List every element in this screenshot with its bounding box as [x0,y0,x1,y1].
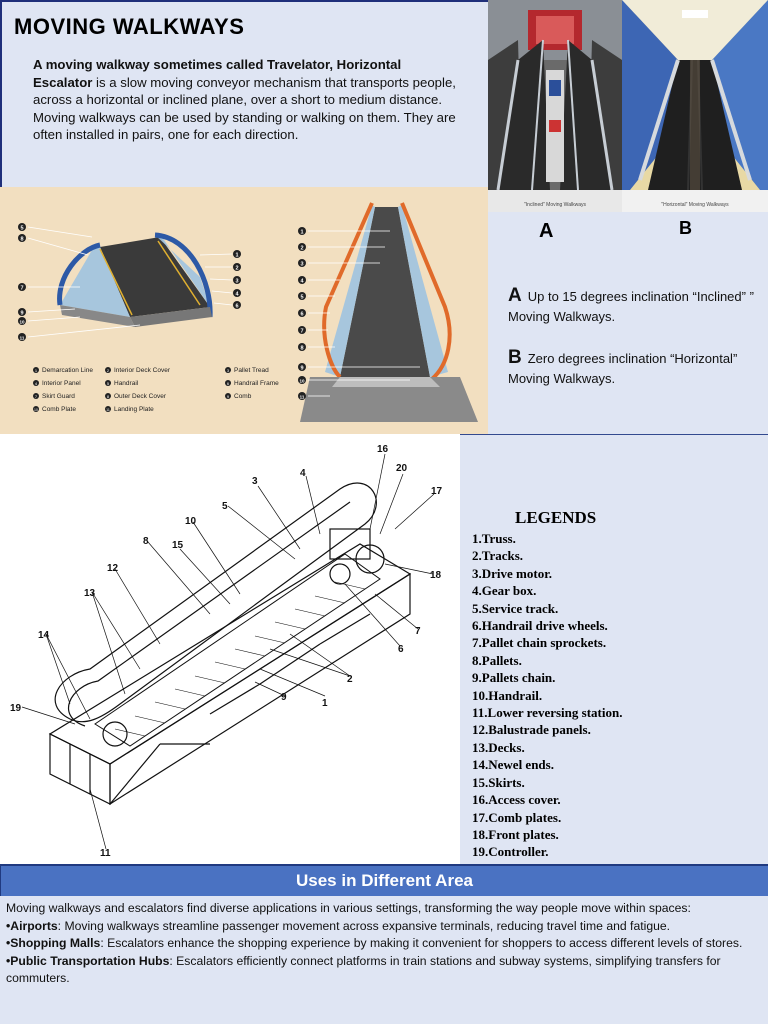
diagram-callout-7: 7 [415,626,421,637]
key-item-4 [33,380,81,387]
uses-body [0,896,768,1024]
left-callouts [18,223,26,341]
diagram-callout-9: 9 [281,692,287,703]
svg-text:7: 7 [34,394,38,399]
diagram-callout-13: 13 [84,588,96,599]
callout-left-1: 5 [20,225,24,232]
diagram-callout-14: 14 [38,630,50,641]
legend-item: 1.Truss. [472,531,516,546]
legend-item: 5.Service track. [472,600,559,616]
svg-text:Skirt Guard: Skirt Guard [42,393,75,400]
callout-right-2: 2 [300,245,304,252]
svg-text:Interior Panel: Interior Panel [42,380,81,387]
legend-panel [460,434,768,864]
legend-item: 10.Handrail. [472,687,543,703]
type-b-description [508,348,763,389]
callout-right-9: 9 [300,365,304,372]
callout-mid-3: 3 [235,278,239,285]
svg-text:Outer Deck Cover: Outer Deck Cover [114,393,167,400]
key-item-9 [225,393,252,400]
diagram-callout-12: 12 [107,563,119,574]
svg-text:4: 4 [34,381,38,386]
legend-item: 6.Handrail drive wheels. [472,618,608,634]
legend-item: 8.Pallets. [472,652,522,668]
callout-right-1: 1 [300,229,304,236]
svg-text:Handrail: Handrail [114,380,139,387]
legend-item: 9.Pallets chain. [472,670,556,686]
label-a: A [539,220,554,242]
inclined-walkway-drawing [300,203,478,422]
callout-right-11: 11 [299,394,305,400]
callout-mid-4: 4 [235,291,239,298]
callout-mid-2: 2 [235,265,239,272]
type-a-marker: A [508,285,522,306]
type-b-text: Zero degrees inclination “Horizontal” Moving Walkways. [508,351,738,386]
callout-right-7: 7 [300,328,304,335]
svg-text:9: 9 [226,394,230,399]
legend-item: 18.Front plates. [472,826,559,842]
svg-text:6: 6 [226,381,230,386]
uses-item-transport-hubs: •Public Transportation Hubs: Escalators efficiently connect platforms in train stations and subway systems, simplifying transfers for commuters. [6,953,721,985]
right-callouts [298,227,306,400]
diagram-callout-8: 8 [143,536,149,547]
legend-item: 7.Pallet chain sprockets. [472,635,607,651]
parts-key [33,367,279,413]
svg-text:Handrail Frame: Handrail Frame [234,380,279,387]
key-item-2 [105,367,171,374]
callout-left-3: 7 [20,285,24,292]
legend-list [472,530,622,861]
legend-item: 12.Balustrade panels. [472,722,591,738]
diagram-callout-2: 2 [347,674,353,685]
callout-left-4: 9 [20,310,24,317]
uses-header-bar [0,864,768,896]
type-b-marker: B [508,347,522,368]
legend-item: 16.Access cover. [472,792,561,808]
horizontal-walkway-drawing [60,235,212,327]
intro-panel [0,0,488,187]
legend-item: 17.Comb plates. [472,809,562,825]
svg-text:11: 11 [106,408,110,412]
legend-item: 11.Lower reversing station. [472,705,623,721]
svg-text:2: 2 [106,368,110,373]
key-item-6 [225,380,279,387]
callout-right-4: 4 [300,278,304,285]
diagram-callout-18: 18 [430,570,442,581]
legend-item: 3.Drive motor. [472,565,553,581]
svg-text:8: 8 [106,394,110,399]
key-item-3 [225,367,269,374]
diagram-callout-4: 4 [300,468,306,479]
svg-text:Interior Deck Cover: Interior Deck Cover [114,367,170,374]
diagram-callouts [10,444,443,859]
callout-left-5: 10 [19,319,25,325]
middle-callouts [233,250,241,310]
legend-item: 4.Gear box. [472,583,537,599]
diagram-callout-19: 19 [10,703,22,714]
callout-right-10: 10 [299,378,305,384]
svg-text:1: 1 [34,368,38,373]
photo-horizontal-walkway [622,0,768,212]
legend-item: 19.Controller. [472,844,549,860]
legend-item: 15.Skirts. [472,774,525,790]
svg-text:3: 3 [226,368,230,373]
photo-inclined-walkway [488,0,622,212]
svg-text:Pallet Tread: Pallet Tread [234,367,269,374]
diagram-callout-1: 1 [322,698,328,709]
legend-item: 13.Decks. [472,739,525,755]
photo-b-caption: "Horizontal" Moving Walkways [661,202,729,208]
diagram-callout-20: 20 [396,463,408,474]
key-item-11 [105,406,154,413]
escalator-diagram [0,434,460,864]
callout-mid-1: 1 [235,252,239,259]
diagram-callout-16: 16 [377,444,389,455]
svg-text:Demarcation Line: Demarcation Line [42,367,93,374]
svg-text:Landing Plate: Landing Plate [114,406,154,413]
svg-text:Comb Plate: Comb Plate [42,406,76,413]
callout-right-3: 3 [300,261,304,268]
photo-a-caption: "Inclined" Moving Walkways [524,202,586,208]
key-item-1 [33,367,93,374]
label-b: B [679,218,692,238]
types-panel [488,212,768,434]
legend-item: 2.Tracks. [472,548,524,564]
diagram-callout-6: 6 [398,644,404,655]
callout-mid-5: 6 [235,303,239,310]
intro-rest: is a slow moving conveyor mechanism that transports people, across a horizontal or inclined plane, over a short to medium distance. Moving walkways can be used by standing or walking on them. They are often installed in pairs, one for each direction. [33,74,456,143]
callout-left-2: 8 [20,236,24,243]
key-item-5 [105,380,139,387]
svg-text:Comb: Comb [234,393,252,400]
page-title: MOVING WALKWAYS [14,14,245,39]
intro-paragraph [33,56,463,144]
uses-item-airports: •Airports: Moving walkways streamline passenger movement across expansive terminals, reducing travel time and fatigue. [6,918,671,933]
diagram-callout-3: 3 [252,476,258,487]
parts-illustration [0,187,488,434]
svg-text:5: 5 [106,381,110,386]
uses-item-shopping-malls: •Shopping Malls: Escalators enhance the shopping experience by making it convenient for shoppers to access different levels of stores. [6,936,743,950]
uses-heading: Uses in Different Area [296,871,473,890]
callout-left-6: 11 [19,335,25,341]
type-a-text: Up to 15 degrees inclination “Inclined” ” Moving Walkways. [508,289,754,324]
diagram-callout-10: 10 [185,516,197,527]
diagram-callout-5: 5 [222,501,228,512]
escalator-line-drawing [22,454,434,849]
diagram-callout-15: 15 [172,540,184,551]
type-a-description [508,286,763,327]
key-item-8 [105,393,167,400]
diagram-callout-17: 17 [431,486,443,497]
svg-text:10: 10 [34,408,38,412]
legend-item: 14.Newel ends. [472,757,554,773]
diagram-callout-11: 11 [100,848,111,859]
key-item-10 [33,406,76,413]
key-item-7 [33,393,75,400]
callout-right-5: 5 [300,294,304,301]
uses-intro: Moving walkways and escalators find diverse applications in various settings, transforming the way people move within spaces: [6,901,691,915]
intro-lead: A moving walkway sometimes called Travelator, Horizontal Escalator [33,57,402,90]
callout-right-8: 8 [300,345,304,352]
callout-right-6: 6 [300,311,304,318]
legend-heading: LEGENDS [515,508,597,527]
